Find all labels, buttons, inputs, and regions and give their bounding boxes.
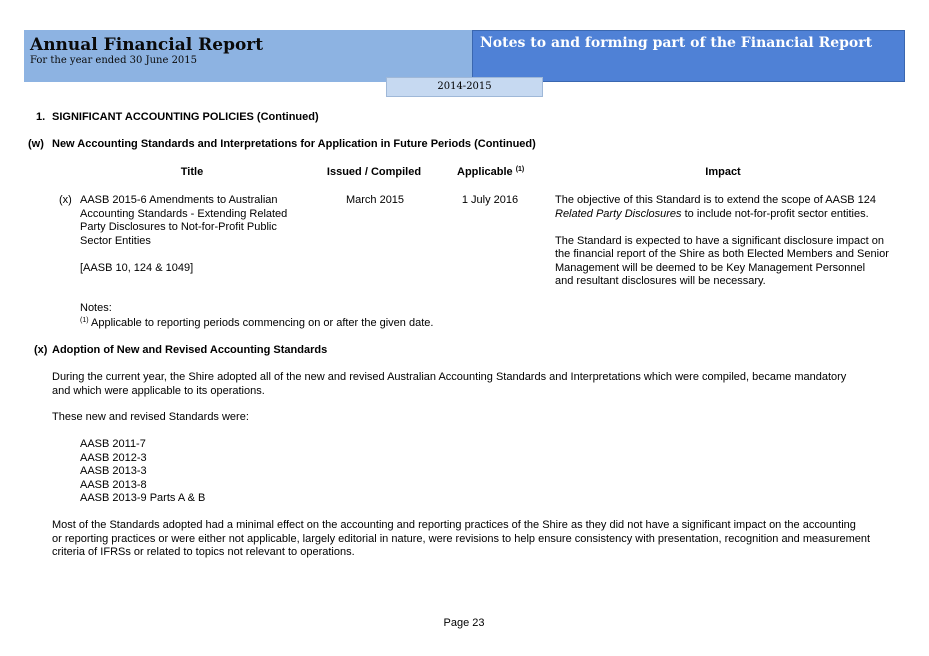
section-banner-title: Notes to and forming part of the Financial Report <box>480 35 873 51</box>
list-item: AASB 2013-9 Parts A & B <box>80 492 206 504</box>
row-title-line: Party Disclosures to Not-for-Profit Public <box>80 221 277 233</box>
list-item: AASB 2013-8 <box>80 478 147 491</box>
list-item: AASB 2012-3 <box>80 451 147 464</box>
row-title-line: AASB 2015-6 Amendments to Australian <box>80 194 278 206</box>
paragraph-standards-intro: These new and revised Standards were: <box>52 411 249 423</box>
row-applicable: 1 July 2016 <box>461 194 519 206</box>
impact-line: Management will be deemed to be Key Management Personnel <box>555 261 866 274</box>
applicable-footnote-marker: (1) <box>515 166 525 173</box>
report-subtitle: For the year ended 30 June 2015 <box>30 55 198 66</box>
table-header-applicable: Applicable $^{(1)}$ <box>457 166 525 178</box>
paragraph-line: and which were applicable to its operations. <box>52 384 265 397</box>
note-marker: (1) <box>80 317 89 324</box>
subsection-w-heading: New Accounting Standards and Interpretations for Application in Future Periods (Continued) <box>52 138 536 150</box>
impact-line: the financial report of the Shire as both Elected Members and Senior <box>555 248 889 260</box>
table-header-title: Title <box>180 166 204 178</box>
subsection-x-heading: Adoption of New and Revised Accounting Standards <box>52 344 328 356</box>
subsection-x-label: (x) <box>34 344 48 356</box>
section-number: 1. <box>36 111 46 123</box>
page-number: Page 23 <box>443 617 485 629</box>
row-marker: (x) <box>59 194 72 206</box>
row-issued: March 2015 <box>345 194 405 206</box>
list-item: AASB 2013-3 <box>80 465 147 477</box>
report-title: Annual Financial Report <box>30 35 264 55</box>
impact-line: The objective of this Standard is to extend the scope of AASB 124 <box>555 194 877 206</box>
note-text: $^{(1)}$ Applicable to reporting periods commencing on or after the given date. <box>80 317 434 329</box>
impact-line: The Standard is expected to have a significant disclosure impact on <box>555 234 884 247</box>
paragraph-line: criteria of IFRSs or related to topics not relevant to operations. <box>52 546 355 558</box>
subsection-w-label: (w) <box>28 138 44 150</box>
notes-label: Notes: <box>80 302 112 314</box>
row-title-line: Accounting Standards - Extending Related <box>80 207 288 220</box>
list-item: AASB 2011-7 <box>80 438 146 450</box>
row-title-line: Sector Entities <box>80 234 151 247</box>
row-reference: [AASB 10, 124 & 1049] <box>80 261 194 274</box>
section-heading: SIGNIFICANT ACCOUNTING POLICIES (Continued) <box>52 111 319 123</box>
header-banner-left <box>24 30 472 82</box>
table-header-issued: Issued / Compiled <box>326 166 422 178</box>
header-banner-right <box>472 30 905 82</box>
paragraph-line: or reporting practices or were either not applicable, largely editorial in nature, were revisions to help ensure consistency with presentation, recognition and measurement <box>52 532 871 545</box>
standard-name-italic: Related Party Disclosures <box>555 207 682 220</box>
impact-line: Related Party Disclosures to include not-for-profit sector entities. <box>555 207 869 220</box>
impact-line: and resultant disclosures will be necessary. <box>555 275 766 287</box>
paragraph-line: Most of the Standards adopted had a minimal effect on the accounting and reporting practices of the Shire as they did not have a significant impact on the accounting <box>52 519 856 531</box>
year-tab: 2014-2015 <box>386 77 543 97</box>
table-header-impact: Impact <box>705 166 741 178</box>
paragraph-line: During the current year, the Shire adopted all of the new and revised Australian Accounting Standards and Interpretations which were compiled, became mandatory <box>52 371 847 383</box>
